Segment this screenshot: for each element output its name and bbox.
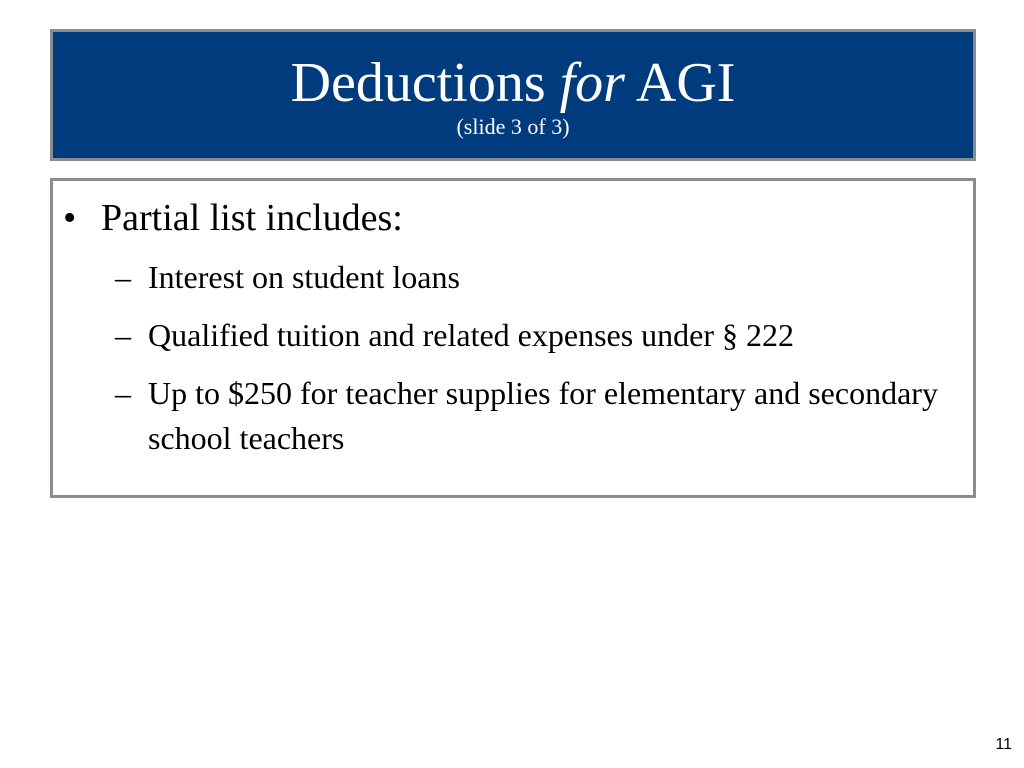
subbullet-text: Interest on student loans [148,259,460,295]
subbullet-item [115,371,965,461]
title-banner [50,29,976,161]
slide-title [53,52,973,114]
content-box [50,178,976,498]
subbullet-text: Up to $250 for teacher supplies for elementary and secondary school teachers [148,375,938,456]
bullet-marker: • [63,197,77,239]
page-number: 11 [995,736,1012,753]
subbullet-item [115,313,965,358]
subbullet-item [115,255,965,300]
dash-marker: – [115,375,131,411]
subbullet-text: Qualified tuition and related expenses under § 222 [148,317,795,353]
subbullet-list [115,255,965,474]
title-text-before: Deductions [290,52,560,114]
dash-marker: – [115,259,131,295]
title-text-emphasis: for [559,52,625,114]
slide-subtitle: (slide 3 of 3) [456,114,570,139]
bullet-text: Partial list includes: [101,197,403,239]
dash-marker: – [115,317,131,353]
title-text-after: AGI [624,52,736,114]
bullet-item [63,196,403,240]
